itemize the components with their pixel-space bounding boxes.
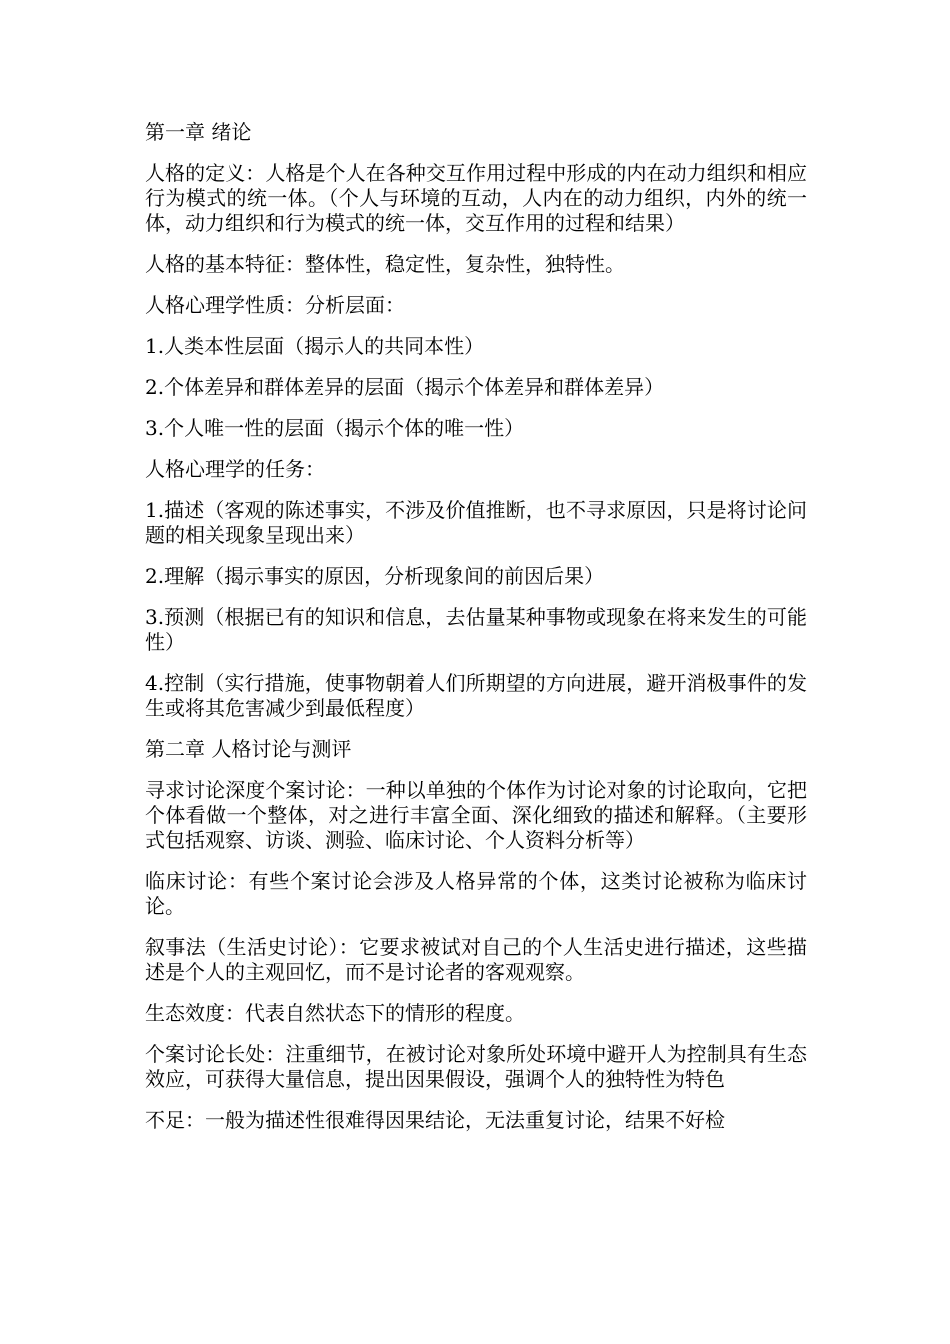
list-item-level-1: 1.人类本性层面（揭示人的共同本性） [145, 334, 485, 358]
paragraph-case-study-strengths: 个案讨论长处：注重细节，在被讨论对象所处环境中避开人为控制具有生态效应，可获得大量信息，提出因果假设，强调个人的独特性为特色 [145, 1042, 807, 1091]
list-item-task-1: 1.描述（客观的陈述事实，不涉及价值推断，也不寻求原因，只是将讨论问题的相关现象呈现出来） [145, 498, 807, 547]
paragraph-ecological-validity: 生态效度：代表自然状态下的情形的程度。 [145, 1001, 525, 1025]
chapter-1-heading: 第一章 绪论 [145, 120, 252, 144]
paragraph-case-study-weaknesses: 不足：一般为描述性很难得因果结论，无法重复讨论，结果不好检 [145, 1108, 725, 1132]
paragraph-clinical-study: 临床讨论：有些个案讨论会涉及人格异常的个体，这类讨论被称为临床讨论。 [145, 869, 807, 918]
document-page [145, 120, 807, 1149]
list-item-task-2: 2.理解（揭示事实的原因，分析现象间的前因后果） [145, 564, 605, 588]
paragraph-nature-levels: 人格心理学性质：分析层面： [145, 293, 405, 317]
list-item-task-3: 3.预测（根据已有的知识和信息，去估量某种事物或现象在将来发生的可能性） [145, 605, 807, 654]
paragraph-narrative-method: 叙事法（生活史讨论）：它要求被试对自己的个人生活史进行描述，这些描述是个人的主观回忆，而不是讨论者的客观观察。 [145, 935, 807, 984]
paragraph-tasks: 人格心理学的任务： [145, 457, 325, 481]
list-item-task-4: 4.控制（实行措施，使事物朝着人们所期望的方向进展，避开消极事件的发生或将其危害减少到最低程度） [145, 671, 807, 720]
chapter-2-heading: 第二章 人格讨论与测评 [145, 737, 352, 761]
paragraph-personality-definition: 人格的定义：人格是个人在各种交互作用过程中形成的内在动力组织和相应行为模式的统一体。（个人与环境的互动，人内在的动力组织，内外的统一体，动力组织和行为模式的统一体，交互作用的过程和结果） [145, 161, 807, 235]
list-item-level-3: 3.个人唯一性的层面（揭示个体的唯一性） [145, 416, 525, 440]
paragraph-basic-features: 人格的基本特征：整体性，稳定性，复杂性，独特性。 [145, 252, 625, 276]
list-item-level-2: 2.个体差异和群体差异的层面（揭示个体差异和群体差异） [145, 375, 665, 399]
paragraph-case-study: 寻求讨论深度个案讨论：一种以单独的个体作为讨论对象的讨论取向，它把个体看做一个整体，对之进行丰富全面、深化细致的描述和解释。（主要形式包括观察、访谈、测验、临床讨论、个人资料分析等） [145, 778, 807, 852]
